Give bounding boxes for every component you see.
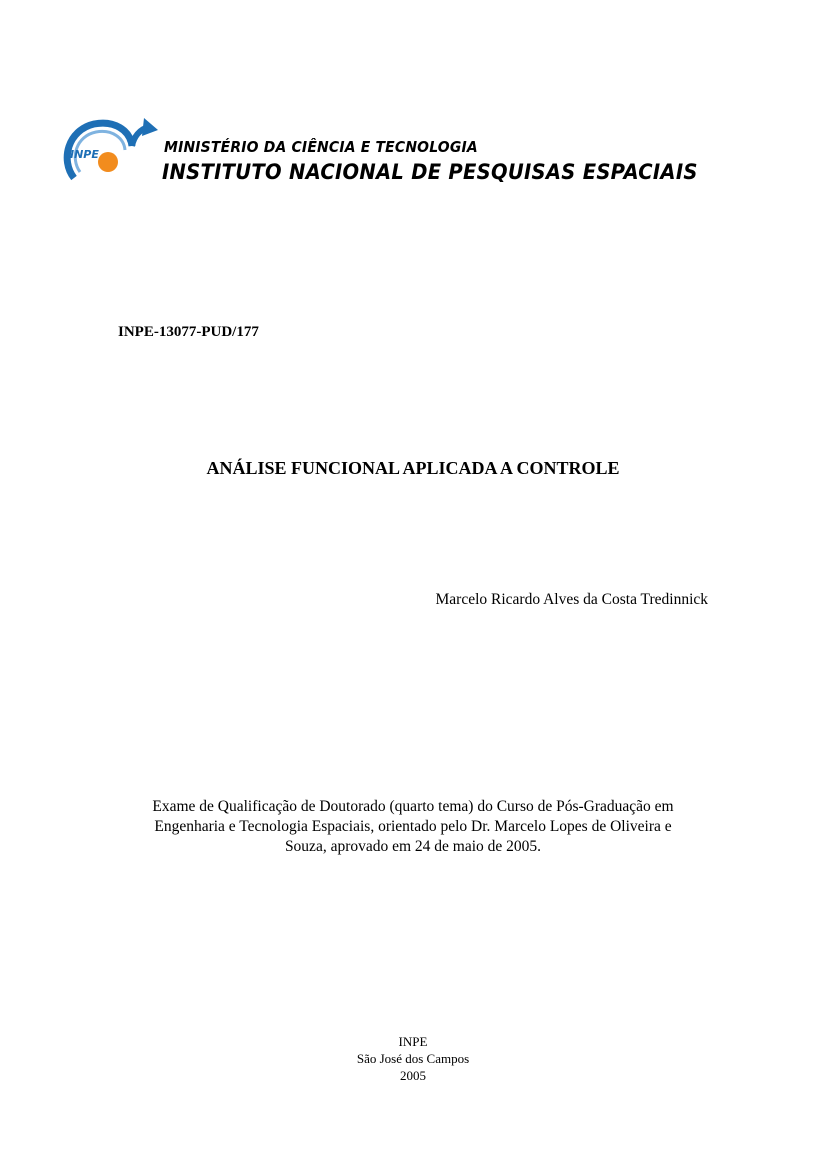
institution-logo — [62, 116, 698, 196]
imprint-footer — [0, 1033, 826, 1084]
inpe-logo-icon — [62, 116, 162, 196]
author-name: Marcelo Ricardo Alves da Costa Tredinnick — [435, 591, 708, 608]
abstract-line: Souza, aprovado em 24 de maio de 2005. — [284, 838, 542, 855]
footer-year: 2005 — [400, 1068, 426, 1083]
abstract-line: Engenharia e Tecnologia Espaciais, orientado pelo Dr. Marcelo Lopes de Oliveira e — [154, 818, 672, 835]
abstract-line: Exame de Qualificação de Doutorado (quarto tema) do Curso de Pós-Graduação em — [152, 798, 674, 815]
footer-institution: INPE — [398, 1034, 428, 1049]
footer-city: São José dos Campos — [356, 1051, 470, 1066]
logo-text: INPE — [70, 148, 99, 161]
abstract-paragraph — [118, 797, 708, 857]
report-id: INPE-13077-PUD/177 — [118, 324, 259, 340]
ministry-name: MINISTÉRIO DA CIÊNCIA E TECNOLOGIA — [164, 138, 478, 156]
document-title: ANÁLISE FUNCIONAL APLICADA A CONTROLE — [206, 458, 620, 478]
institute-name: INSTITUTO NACIONAL DE PESQUISAS ESPACIAIS — [162, 160, 698, 184]
